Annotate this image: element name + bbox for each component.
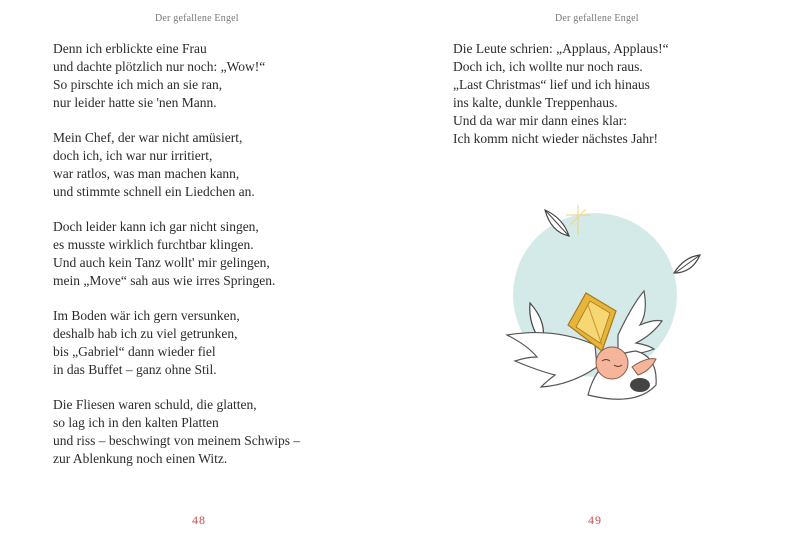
- poem-line: Ich komm nicht wieder nächstes Jahr!: [453, 131, 659, 146]
- poem-line: nur leider hatte sie 'nen Mann.: [53, 95, 217, 110]
- poem-line: bis „Gabriel“ dann wieder fiel: [53, 344, 216, 359]
- poem-line: deshalb hab ich zu viel getrunken,: [53, 326, 238, 341]
- running-head: Der gefallene Engel: [155, 13, 239, 24]
- poem-line: „Last Christmas“ lief und ich hinaus: [453, 77, 650, 92]
- page-number: 49: [588, 513, 602, 527]
- poem-line: Mein Chef, der war nicht amüsiert,: [53, 130, 243, 145]
- poem-line: Im Boden wär ich gern versunken,: [53, 308, 240, 323]
- poem-line: Denn ich erblickte eine Frau: [53, 41, 207, 56]
- poem-line: Und da war mir dann eines klar:: [453, 113, 627, 128]
- poem-line: mein „Move“ sah aus wie irres Springen.: [53, 273, 276, 288]
- page-number: 48: [192, 513, 206, 527]
- poem-line: Doch leider kann ich gar nicht singen,: [53, 219, 259, 234]
- feather-icon: [674, 255, 700, 273]
- poem-line: Die Leute schrien: „Applaus, Applaus!“: [453, 41, 669, 56]
- stanza: [53, 396, 300, 468]
- poem-line: so lag ich in den kalten Platten: [53, 415, 219, 430]
- stanza: [53, 307, 300, 379]
- poem-line: So pirschte ich mich an sie ran,: [53, 77, 223, 92]
- stanza: [53, 40, 300, 112]
- running-head: Der gefallene Engel: [555, 13, 639, 24]
- poem-line: und dachte plötzlich nur noch: „Wow!“: [53, 59, 266, 74]
- poem-line: in das Buffet – ganz ohne Stil.: [53, 362, 217, 377]
- poem-text: [53, 40, 300, 485]
- poem-line: war ratlos, was man machen kann,: [53, 166, 240, 181]
- poem-line: und riss – beschwingt von meinem Schwips –: [53, 433, 301, 448]
- fallen-angel-illustration: [490, 195, 720, 455]
- poem-line: Und auch kein Tanz wollt' mir gelingen,: [53, 255, 270, 270]
- poem-line: es musste wirklich furchtbar klingen.: [53, 237, 254, 252]
- poem-line: und stimmte schnell ein Liedchen an.: [53, 184, 255, 199]
- poem-line: zur Ablenkung noch einen Witz.: [53, 451, 228, 466]
- poem-line: Die Fliesen waren schuld, die glatten,: [53, 397, 257, 412]
- stanza: [453, 40, 669, 148]
- stanza: [53, 218, 300, 290]
- poem-line: doch ich, ich war nur irritiert,: [53, 148, 213, 163]
- poem-text: [453, 40, 669, 165]
- stanza: [53, 129, 300, 201]
- poem-line: Doch ich, ich wollte nur noch raus.: [453, 59, 643, 74]
- poem-line: ins kalte, dunkle Treppenhaus.: [453, 95, 618, 110]
